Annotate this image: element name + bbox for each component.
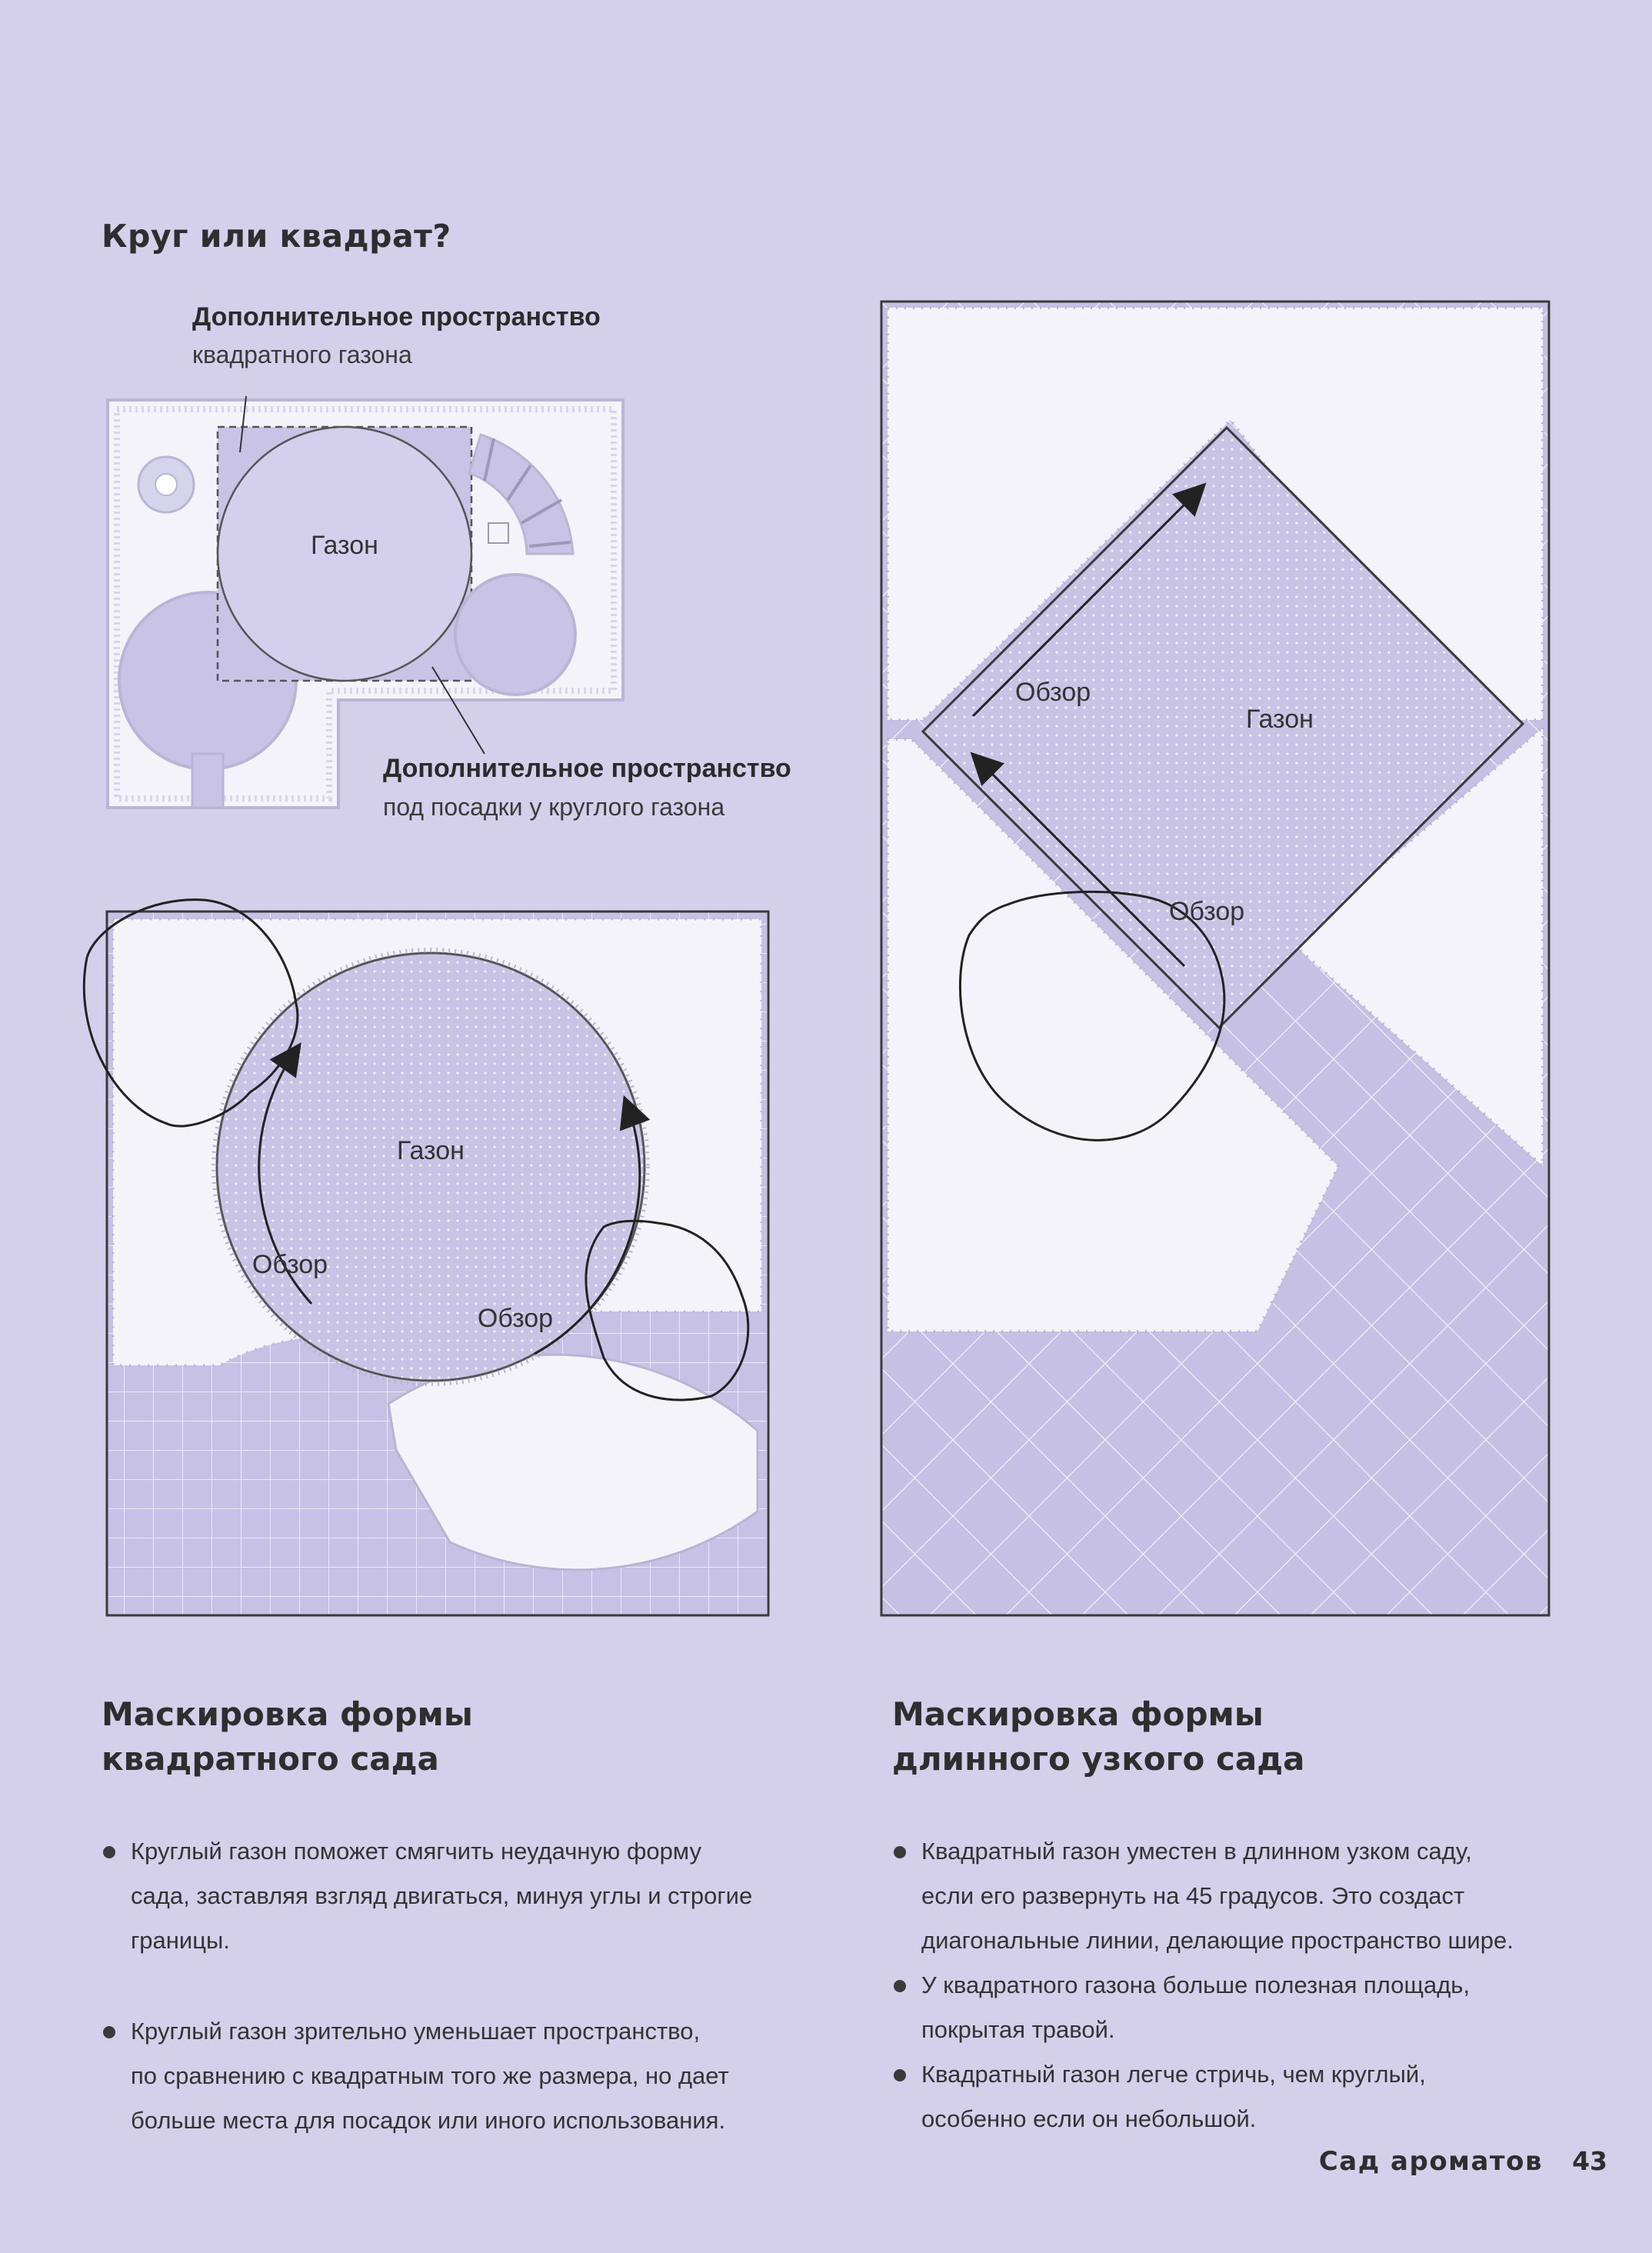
narrow-garden-plan: [877, 297, 1554, 1620]
left-bullet-1: [100, 1829, 792, 1963]
figure3-view-label-2: Обзор: [1169, 897, 1245, 926]
right-bullet-list: [891, 1829, 1606, 2141]
right-bullet-1-line2: если его развернуть на 45 градусов. Это создаст: [921, 1882, 1465, 1909]
footer-book-title: Сад ароматов: [1318, 2146, 1543, 2177]
figure2-lawn-label: Газон: [397, 1136, 465, 1165]
left-bullet-2-line1: Круглый газон зрительно уменьшает пространство,: [131, 2018, 701, 2045]
right-bullet-2-line2: покрытая травой.: [921, 2016, 1115, 2043]
left-bullet-2: [100, 2009, 792, 2143]
left-heading-line2: квадратного сада: [102, 1740, 439, 1778]
left-bullet-1-line3: границы.: [131, 1927, 230, 1954]
right-column-heading: [892, 1692, 1304, 1781]
left-bullet-list: [100, 1829, 792, 2143]
page-number: 43: [1572, 2146, 1607, 2176]
round-bed: [455, 575, 575, 695]
right-bullet-3: [891, 2052, 1606, 2141]
round-lawn-main: [217, 953, 644, 1381]
right-bullet-3-line1: Квадратный газон легче стричь, чем круглый,: [921, 2061, 1426, 2088]
figure2-view-label-1: Обзор: [251, 1250, 328, 1279]
right-bullet-1-line1: Квадратный газон уместен в длинном узком саду,: [921, 1838, 1472, 1865]
figure1-lawn-label: Газон: [311, 531, 378, 560]
figure2-view-label-2: Обзор: [477, 1304, 554, 1333]
right-bullet-3-line2: особенно если он небольшой.: [921, 2105, 1257, 2132]
left-heading-line1: Маскировка формы: [102, 1695, 473, 1733]
figure1-bottom-label-bold: Дополнительное пространство: [383, 754, 791, 783]
right-bullet-2-line1: У квадратного газона больше полезная площадь,: [921, 1971, 1470, 1998]
figure1-top-label-bold: Дополнительное пространство: [192, 302, 601, 332]
section-title: Круг или квадрат?: [102, 218, 451, 255]
right-heading-line2: длинного узкого сада: [892, 1740, 1305, 1778]
right-heading-line1: Маскировка формы: [892, 1695, 1264, 1733]
left-bullet-1-line1: Круглый газон поможет смягчить неудачную форму: [131, 1838, 701, 1865]
square-garden-plan: [65, 865, 781, 1625]
figure1-bottom-label-regular: под посадки у круглого газона: [383, 793, 725, 821]
right-bullet-1: [891, 1829, 1606, 1963]
figure3-view-label-1: Обзор: [1015, 678, 1091, 707]
left-bullet-2-line3: больше места для посадок или иного использования.: [131, 2107, 726, 2134]
circle-vs-square-plan: [100, 392, 631, 815]
right-bullet-1-line3: диагональные линии, делающие пространство шире.: [921, 1927, 1514, 1954]
figure1-top-label-regular: квадратного газона: [192, 341, 412, 368]
left-bullet-1-line2: сада, заставляя взгляд двигаться, минуя углы и строгие: [131, 1882, 753, 1909]
right-bullet-2: [891, 1963, 1606, 2052]
figure3-lawn-label: Газон: [1246, 705, 1314, 734]
left-column-heading: [102, 1692, 473, 1781]
left-bullet-2-line2: по сравнению с квадратным того же размера, но дает: [131, 2062, 729, 2089]
